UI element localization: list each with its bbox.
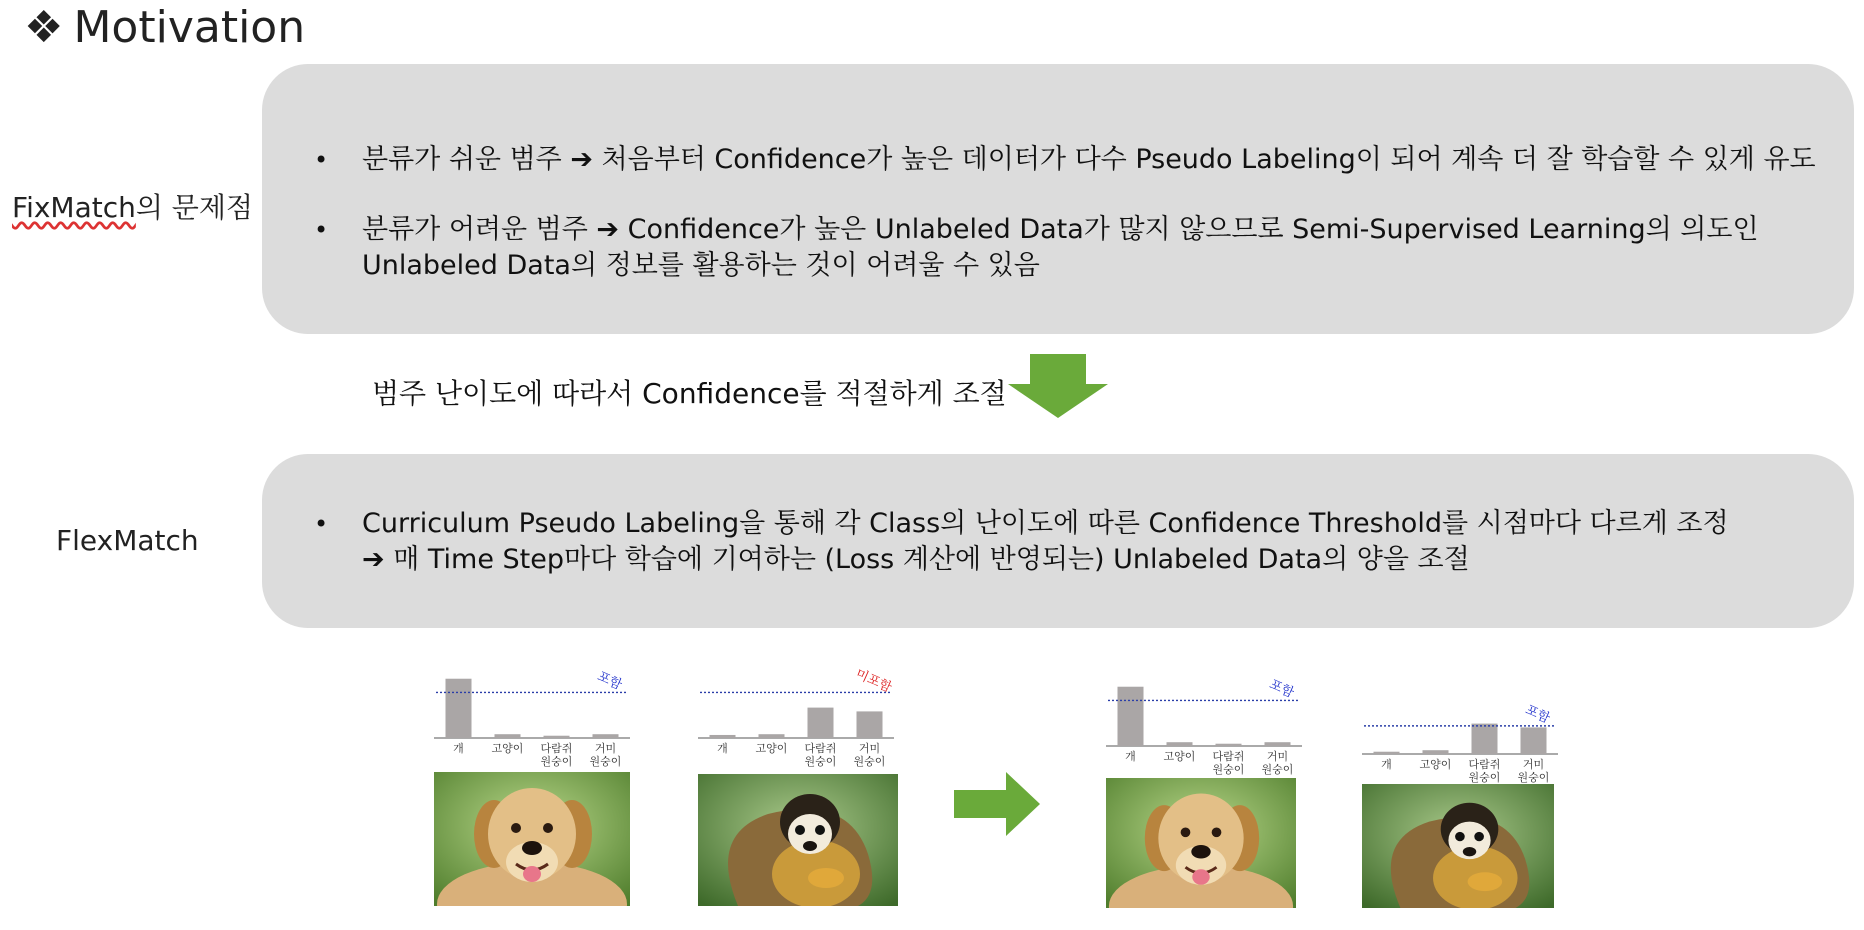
bar-chart [434, 660, 630, 768]
x-tick-label: 거미 원숭이 [589, 742, 622, 768]
bullet-line: Unlabeled Data의 정보를 활용하는 것이 어려울 수 있음 [362, 250, 1040, 281]
x-tick-label: 고양이 [1419, 758, 1452, 771]
chart-fixmatch-dog [434, 660, 630, 768]
chart-bar [710, 735, 736, 738]
chart-bar [857, 711, 883, 738]
x-tick-label: 거미 원숭이 [1517, 758, 1550, 784]
bar-chart [1362, 676, 1558, 784]
chart-bar [1216, 744, 1242, 746]
bullet-line: ➔ 매 Time Step마다 학습에 기여하는 (Loss 계산에 반영되는) Unlabeled Data의 양을 조절 [362, 544, 1470, 575]
x-tick-label: 개 [717, 742, 728, 755]
fixmatch-bullet-list [314, 142, 1834, 318]
x-tick-label: 고양이 [755, 742, 788, 755]
flexmatch-bullet-list [314, 506, 1834, 612]
chart-bar [495, 734, 521, 738]
chart-flexmatch-monkey [1362, 676, 1558, 784]
bullet-line: • Curriculum Pseudo Labeling을 통해 각 Class의 난이도에 따른 Confidence Threshold를 시점마다 다르게 조정 [362, 508, 1729, 539]
x-tick-label: 다람쥐 원숭이 [540, 742, 573, 768]
fixmatch-label-suffix: 의 문제점 [135, 191, 253, 224]
diamond-bullet-icon: ❖ [24, 2, 64, 53]
chart-bar [1118, 687, 1144, 746]
chart-bar [593, 734, 619, 738]
chart-bar [1423, 750, 1449, 754]
x-tick-label: 개 [1125, 750, 1136, 763]
chart-bar [759, 734, 785, 738]
chart-flexmatch-dog [1106, 668, 1302, 776]
chart-bar [1521, 727, 1547, 754]
chart-bar [1472, 724, 1498, 754]
slide-title-text: Motivation [73, 2, 306, 53]
threshold-annotation: 포함 [1266, 677, 1296, 702]
chart-bar [1374, 752, 1400, 754]
monkey-illustration [1362, 784, 1554, 908]
right-arrow-icon [954, 772, 1040, 836]
monkey-photo-1 [698, 774, 898, 906]
bullet-line: • 분류가 쉬운 범주 ➔ 처음부터 Confidence가 높은 데이터가 다수 Pseudo Labeling이 되어 계속 더 잘 학습할 수 있게 유도 [362, 144, 1816, 175]
threshold-annotation: 포함 [594, 669, 624, 694]
chart-bar [446, 679, 472, 738]
slide-title [24, 2, 305, 53]
monkey-illustration [698, 774, 898, 906]
flexmatch-bullet [314, 506, 1834, 578]
x-tick-label: 개 [453, 742, 464, 755]
x-tick-label: 거미 원숭이 [853, 742, 886, 768]
threshold-annotation: 포함 [1522, 702, 1552, 727]
fixmatch-bullet-hard [314, 212, 1834, 284]
monkey-photo-2 [1362, 784, 1554, 908]
threshold-annotation: 미포함 [853, 666, 894, 696]
x-tick-label: 다람쥐 원숭이 [804, 742, 837, 768]
dog-photo-2 [1106, 778, 1296, 908]
chart-bar [808, 708, 834, 738]
x-tick-label: 고양이 [1163, 750, 1196, 763]
bar-chart [698, 660, 894, 768]
x-tick-label: 거미 원숭이 [1261, 750, 1294, 776]
dog-photo-1 [434, 772, 630, 906]
fixmatch-bullet-easy [314, 142, 1834, 178]
x-tick-label: 고양이 [491, 742, 524, 755]
fixmatch-problem-panel [262, 64, 1854, 334]
dog-illustration [434, 772, 630, 906]
bullet-line: • 분류가 어려운 범주 ➔ Confidence가 높은 Unlabeled Data가 많지 않으므로 Semi-Supervised Learning의 의도인 [362, 214, 1759, 245]
fixmatch-label [12, 186, 253, 226]
chart-bar [544, 736, 570, 738]
chart-fixmatch-monkey [698, 660, 894, 768]
chart-bar [1167, 742, 1193, 746]
flexmatch-solution-panel [262, 454, 1854, 628]
transition-text: 범주 난이도에 따라서 Confidence를 적절하게 조절 [372, 377, 1007, 410]
flexmatch-label: FlexMatch [56, 524, 199, 557]
fixmatch-label-name: FixMatch [12, 191, 136, 224]
x-tick-label: 다람쥐 원숭이 [1468, 758, 1501, 784]
bar-chart [1106, 668, 1302, 776]
x-tick-label: 개 [1381, 758, 1392, 771]
chart-bar [1265, 742, 1291, 746]
down-arrow-icon [1008, 354, 1108, 418]
dog-illustration [1106, 778, 1296, 908]
x-tick-label: 다람쥐 원숭이 [1212, 750, 1245, 776]
